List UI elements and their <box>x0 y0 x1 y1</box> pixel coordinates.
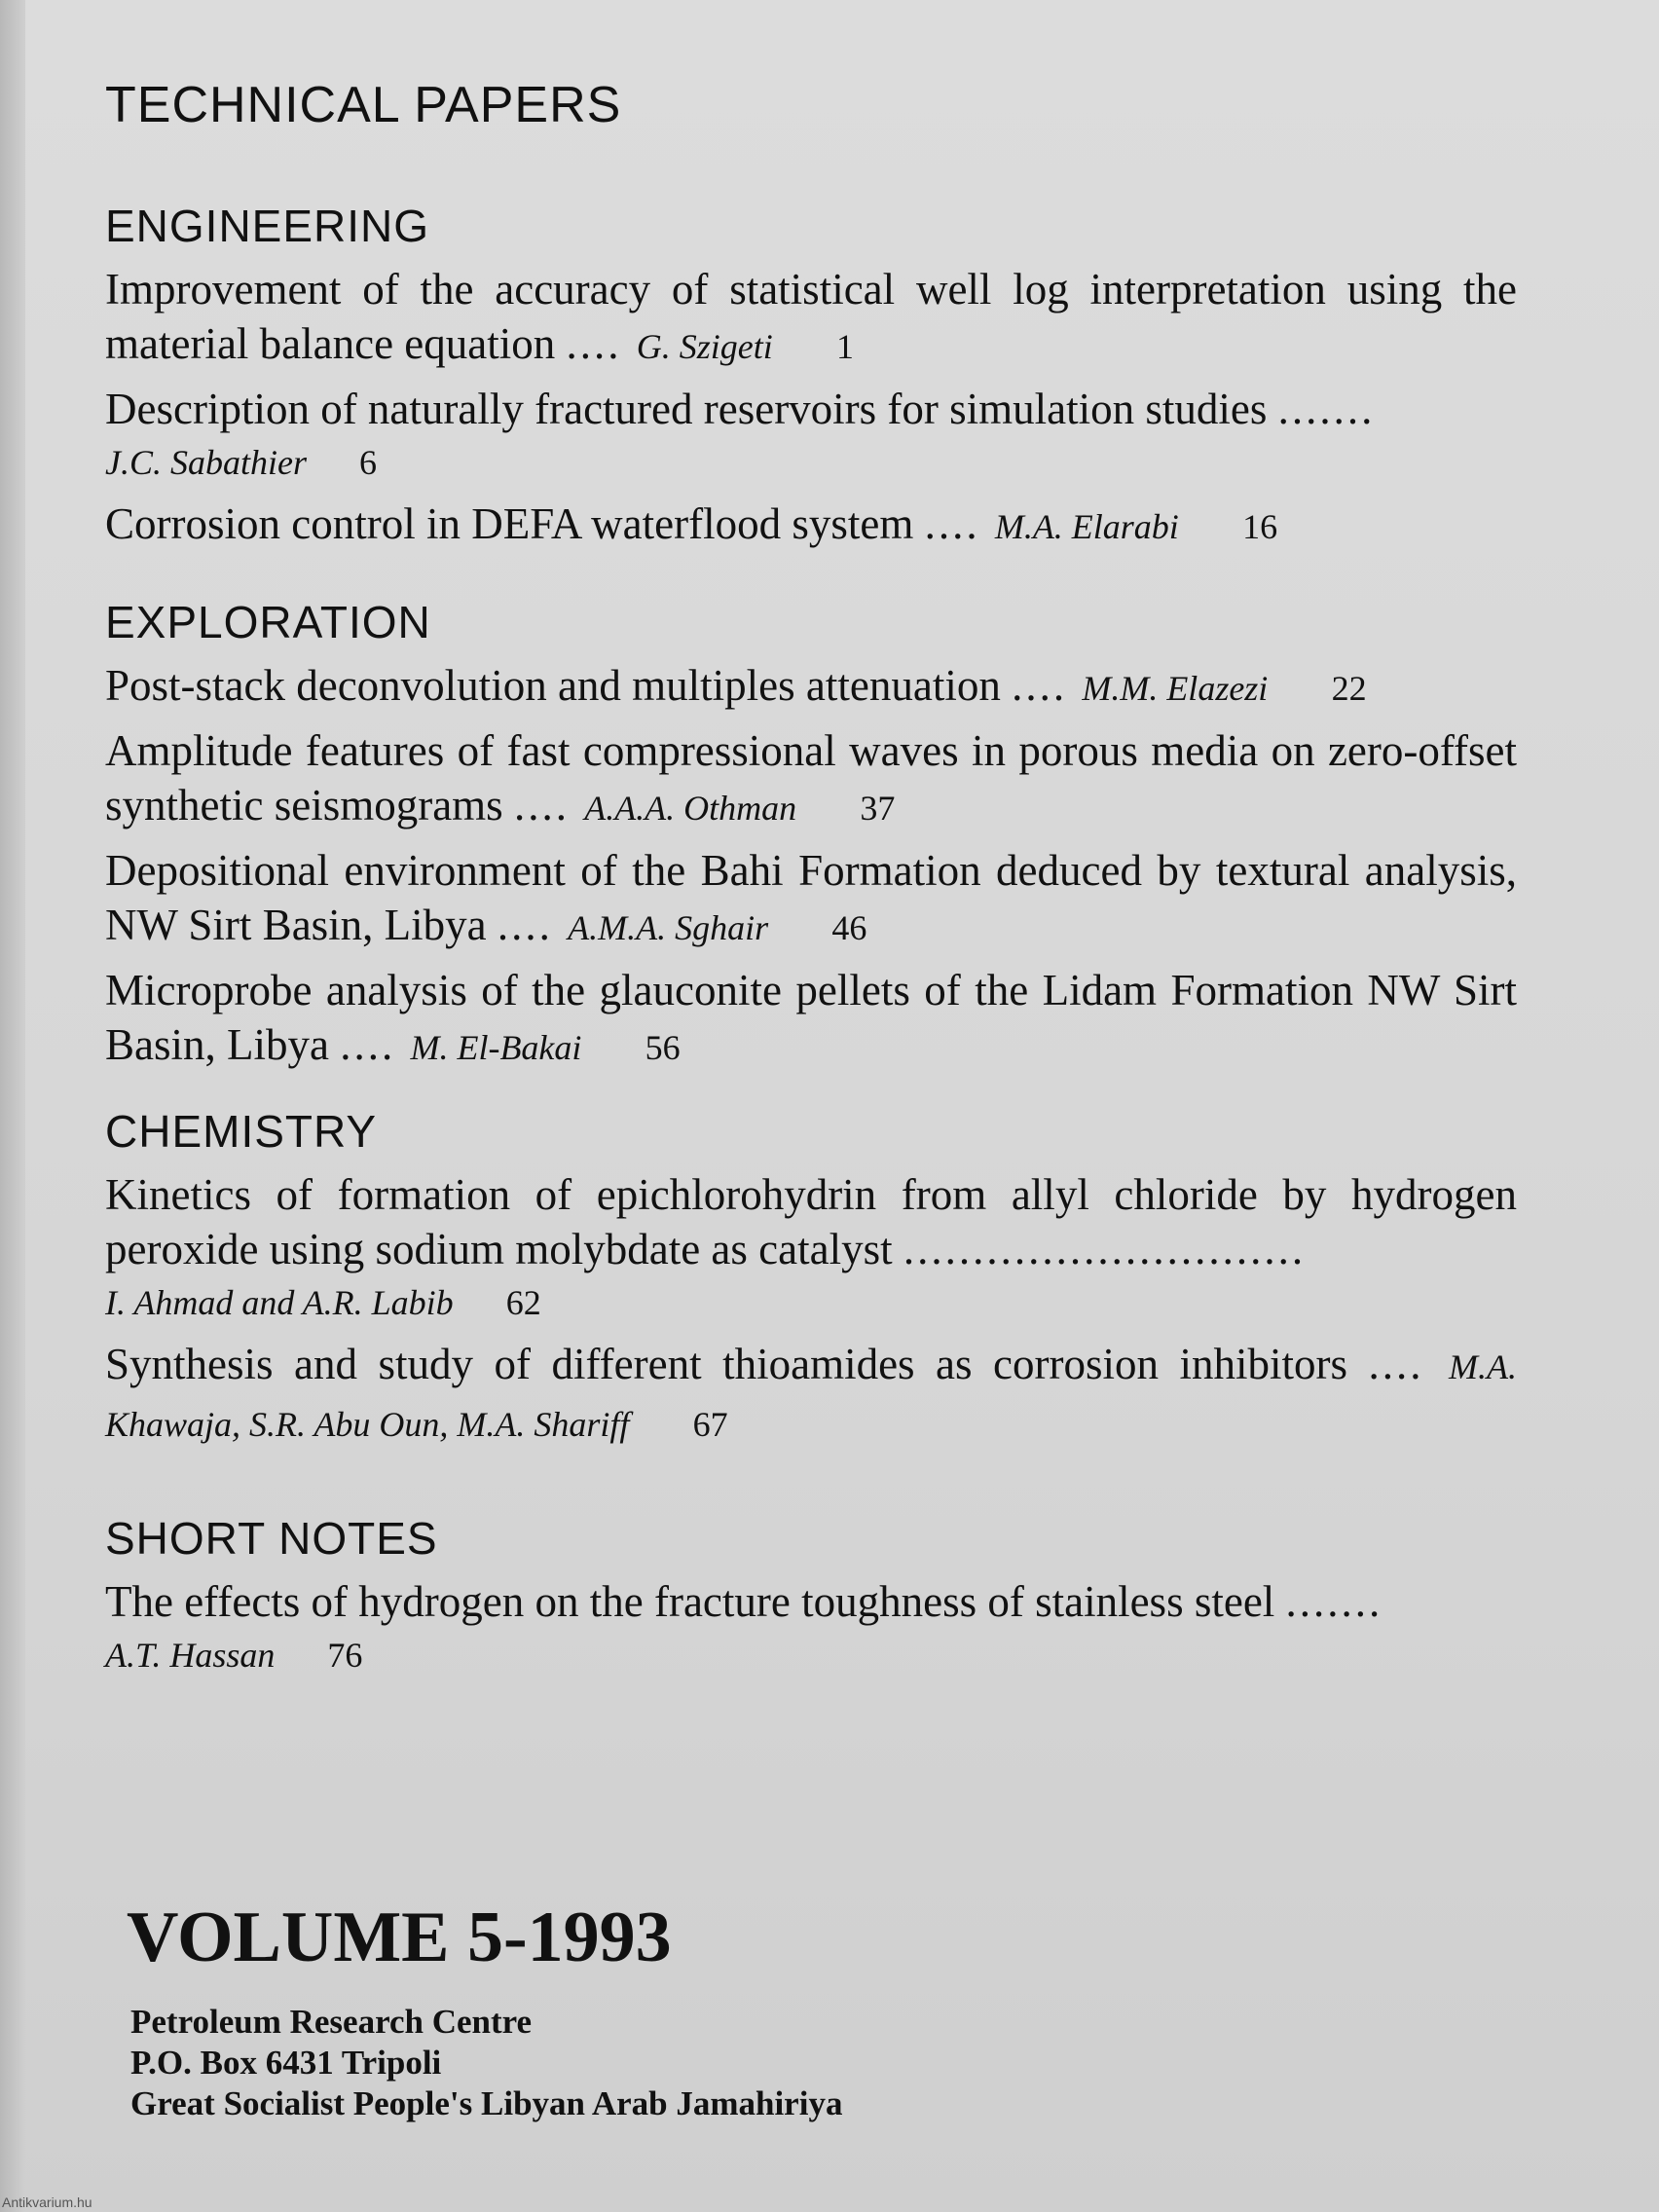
entry-authors: M.A. Elarabi <box>994 507 1179 546</box>
publisher-address <box>130 2002 842 2124</box>
toc-entry[interactable] <box>105 1574 1517 1681</box>
leader-dots: .... <box>924 499 980 548</box>
entry-page: 6 <box>358 443 377 482</box>
leader-dots: ....... <box>1285 1577 1383 1626</box>
toc-entry[interactable] <box>105 723 1517 835</box>
entry-authors: M.M. Elazezi <box>1082 669 1269 708</box>
entry-title: Kinetics of formation of epichlorohydrin from allyl chloride by hydrogen peroxide using sodium molybdate as catalyst <box>105 1170 1517 1273</box>
toc-entry[interactable] <box>105 262 1517 374</box>
leader-dots: .... <box>1368 1340 1424 1388</box>
leader-dots: .... <box>340 1020 396 1069</box>
entry-authors: M. El-Bakai <box>410 1028 582 1067</box>
leader-dots: ............................. <box>903 1225 1307 1273</box>
section-engineering <box>105 200 1517 562</box>
toc-entry[interactable] <box>105 843 1517 955</box>
page-title: TECHNICAL PAPERS <box>105 77 622 133</box>
page-edge-shadow <box>0 0 25 2212</box>
publisher-name: Petroleum Research Centre <box>130 2003 533 2041</box>
entry-page: 46 <box>831 908 867 947</box>
entry-title: The effects of hydrogen on the fracture toughness of stainless steel <box>105 1577 1275 1626</box>
section-heading: SHORT NOTES <box>105 1513 438 1564</box>
entry-authors: J.C. Sabathier <box>105 443 307 482</box>
entry-page: 62 <box>505 1283 541 1322</box>
entry-page: 37 <box>860 789 896 828</box>
entry-authors: M.A. Khawaja, S.R. Abu Oun, M.A. Shariff <box>105 1347 1517 1444</box>
entry-title: Microprobe analysis of the glauconite pellets of the Lidam Formation NW Sirt Basin, Libya <box>105 966 1517 1069</box>
entry-page: 56 <box>645 1028 681 1067</box>
toc-entry[interactable] <box>105 658 1517 716</box>
entry-page: 22 <box>1331 669 1367 708</box>
toc-entry[interactable] <box>105 1337 1517 1452</box>
entry-title: Depositional environment of the Bahi Formation deduced by textural analysis, NW Sirt Basin, Libya <box>105 846 1517 949</box>
section-short-notes <box>105 1512 1517 1689</box>
section-heading: CHEMISTRY <box>105 1106 378 1157</box>
entry-title: Synthesis and study of different thioamides as corrosion inhibitors <box>105 1340 1348 1388</box>
entry-title: Amplitude features of fast compressional waves in porous media on zero-offset synthetic seismograms <box>105 726 1517 830</box>
entry-page: 16 <box>1242 507 1278 546</box>
entry-page: 1 <box>836 327 855 366</box>
section-exploration <box>105 596 1517 1083</box>
watermark: Antikvarium.hu <box>2 2194 92 2210</box>
entry-title: Post-stack deconvolution and multiples attenuation <box>105 661 1001 710</box>
section-heading: EXPLORATION <box>105 597 431 647</box>
publisher-country: Great Socialist People's Libyan Arab Jamahiriya <box>130 2084 843 2122</box>
entry-authors: A.T. Hassan <box>105 1636 276 1675</box>
leader-dots: .... <box>1012 661 1068 710</box>
entry-authors: G. Szigeti <box>636 327 773 366</box>
toc-entry[interactable] <box>105 963 1517 1075</box>
toc-entry[interactable] <box>105 497 1517 554</box>
toc-entry[interactable] <box>105 1167 1517 1329</box>
publisher-po-box: P.O. Box 6431 Tripoli <box>130 2044 442 2082</box>
entry-page: 76 <box>327 1636 363 1675</box>
leader-dots: .... <box>566 319 622 368</box>
leader-dots: .... <box>497 901 553 949</box>
entry-authors: I. Ahmad and A.R. Labib <box>105 1283 454 1322</box>
entry-authors: A.A.A. Othman <box>584 789 797 828</box>
entry-title: Corrosion control in DEFA waterflood system <box>105 499 914 548</box>
entry-title: Improvement of the accuracy of statistical well log interpretation using the material balance equation <box>105 265 1517 368</box>
section-heading: ENGINEERING <box>105 201 430 251</box>
entry-page: 67 <box>692 1405 728 1444</box>
entry-authors: A.M.A. Sghair <box>568 908 769 947</box>
volume-title: VOLUME 5-1993 <box>127 1898 672 1977</box>
leader-dots: ....... <box>1277 385 1376 433</box>
section-chemistry <box>105 1105 1517 1459</box>
entry-title: Description of naturally fractured reservoirs for simulation studies <box>105 385 1268 433</box>
leader-dots: .... <box>513 781 570 830</box>
toc-entry[interactable] <box>105 382 1517 489</box>
